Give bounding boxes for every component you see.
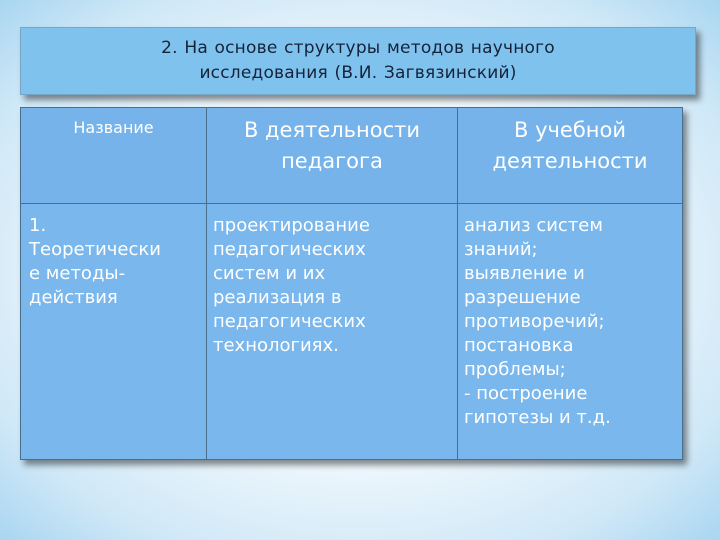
slide-title-line: 2. На основе структуры методов научного: [161, 38, 555, 58]
header-cell-line: Название: [73, 118, 154, 137]
row-cell-line: педагогических: [213, 239, 366, 260]
table-row: [21, 204, 683, 460]
row-cell-line: технологиях.: [213, 335, 339, 356]
table-header-row: [21, 108, 683, 204]
row-cell-method-name: [21, 204, 207, 460]
slide-title-line: исследования (В.И. Загвязинский): [199, 63, 517, 83]
header-cell-line: В учебной: [513, 118, 626, 142]
row-cell-line: Теоретически: [29, 239, 161, 260]
row-cell-learning-activity: [458, 204, 683, 460]
header-cell-line: В деятельности: [243, 118, 421, 142]
row-cell-line: гипотезы и т.д.: [464, 407, 611, 428]
row-cell-line: знаний;: [464, 239, 538, 260]
row-cell-line: реализация в: [213, 287, 342, 308]
row-cell-line: действия: [29, 287, 118, 308]
header-cell-line: деятельности: [492, 149, 648, 173]
row-cell-line: проектирование: [213, 215, 370, 236]
slide-title-box: [20, 27, 696, 95]
row-cell-line: - построение: [464, 383, 588, 404]
row-cell-teacher-activity: [207, 204, 458, 460]
methods-table: [20, 107, 683, 460]
row-cell-line: систем и их: [213, 263, 326, 284]
slide-title: [161, 36, 555, 86]
row-cell-line: анализ систем: [464, 215, 603, 236]
header-cell-line: педагога: [281, 149, 383, 173]
row-cell-line: постановка: [464, 335, 574, 356]
row-cell-line: педагогических: [213, 311, 366, 332]
row-cell-line: противоречий;: [464, 311, 605, 332]
row-cell-line: е методы-: [29, 263, 126, 284]
row-cell-line: проблемы;: [464, 359, 566, 380]
header-cell-name: [21, 108, 207, 204]
row-cell-line: 1.: [29, 215, 47, 236]
row-cell-line: разрешение: [464, 287, 581, 308]
header-cell-learning-activity: [458, 108, 683, 204]
header-cell-teacher-activity: [207, 108, 458, 204]
row-cell-line: выявление и: [464, 263, 585, 284]
